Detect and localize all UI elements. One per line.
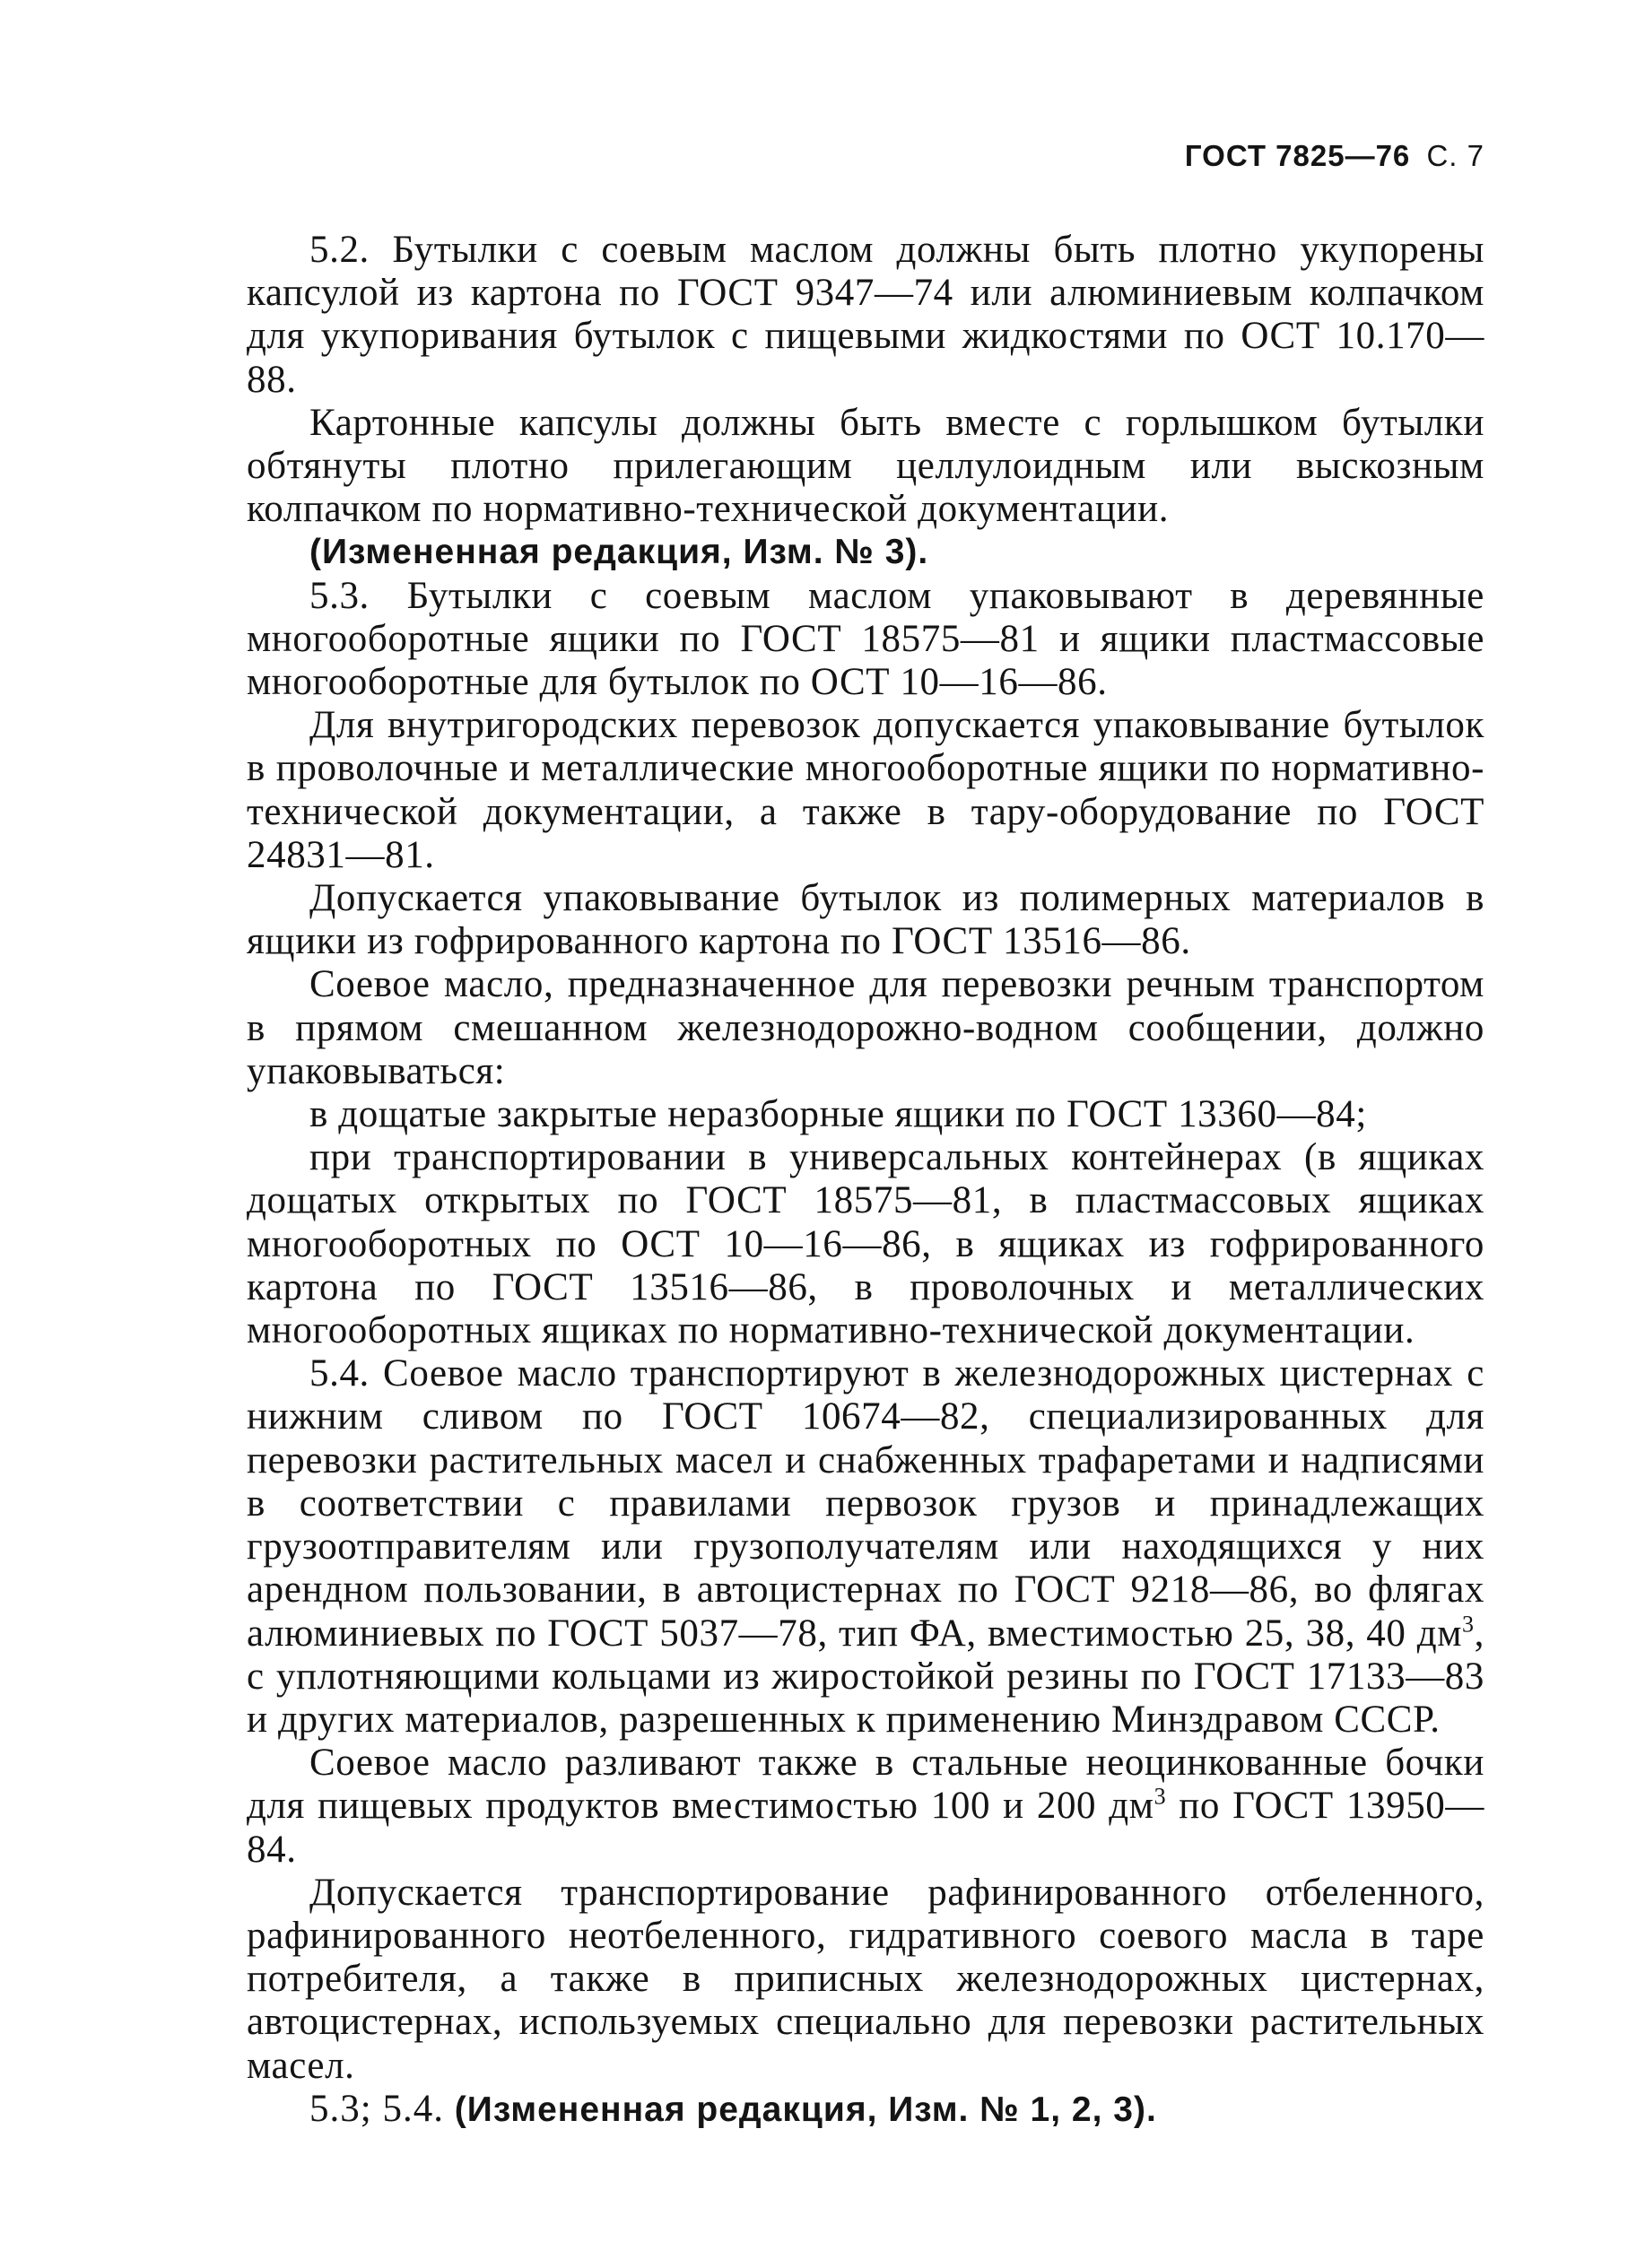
paragraph-river-transport: Соевое масло, предназначенное для перевозки речным транспортом в прямом смешанном железнодорожно-водном сообщении, должно упаковываться: xyxy=(247,963,1484,1092)
paragraph-barrels xyxy=(247,1742,1484,1872)
amendment-note-1-2-3 xyxy=(247,2088,1484,2132)
cubic-superscript: 3 xyxy=(1154,1783,1167,1810)
amendment-text: (Измененная редакция, Изм. № 1, 2, 3). xyxy=(454,2090,1157,2129)
paragraph-5-3: 5.3. Бутылки с соевым маслом упаковывают в деревянные многооборотные ящики по ГОСТ 18575—81 и ящики пластмассовые многооборотные для бутылок по ОСТ 10—16—86. xyxy=(247,574,1484,704)
page-number: С. 7 xyxy=(1426,139,1484,172)
paragraph-5-4-text-b: , с уплотняющими кольцами из жиростойкой резины по ГОСТ 17133—83 и других материалов, разрешенных к применению Минздравом СССР. xyxy=(247,1612,1484,1741)
page-header xyxy=(1185,139,1484,173)
cubic-superscript: 3 xyxy=(1462,1611,1475,1638)
paragraph-capsules: Картонные капсулы должны быть вместе с горлышком бутылки обтянуты плотно прилегающим целлулоидным или выскозным колпачком по нормативно-технической документации. xyxy=(247,401,1484,531)
paragraph-containers: при транспортировании в универсальных контейнерах (в ящиках дощатых открытых по ГОСТ 18575—81, в пластмассовых ящиках многооборотных по ОСТ 10—16—86, в ящиках из гофрированного картона по ГОСТ 13516—86, в проволочных и металлических многооборотных ящиках по нормативно-технической документации. xyxy=(247,1136,1484,1352)
document-body xyxy=(247,229,1484,2132)
paragraph-plank-boxes: в дощатые закрытые неразборные ящики по ГОСТ 13360—84; xyxy=(309,1093,1367,1136)
paragraph-intracity: Для внутригородских перевозок допускается упаковывание бутылок в проволочные и металлические многооборотные ящики по нормативно-технической документации, а также в тару-оборудование по ГОСТ 24831—81. xyxy=(247,704,1484,876)
paragraph-polymer: Допускается упаковывание бутылок из полимерных материалов в ящики из гофрированного картона по ГОСТ 13516—86. xyxy=(247,877,1484,963)
paragraph-5-4-text-a: 5.4. Соевое масло транспортируют в железнодорожных цистернах с нижним сливом по ГОСТ 10674—82, специализированных для перевозки растительных масел и снабженных трафаретами и надписями в соответствии с правилами первозок грузов и принадлежащих грузоотправителям или грузополучателям или находящихся у них арендном пользовании, в автоцистернах по ГОСТ 9218—86, во флягах алюминиевых по ГОСТ 5037—78, тип ФА, вместимостью 25, 38, 40 дм xyxy=(247,1352,1484,1655)
paragraph-5-4 xyxy=(247,1352,1484,1742)
paragraph-barrels-text-b: по ГОСТ 13950—84. xyxy=(247,1785,1484,1871)
paragraph-barrels-text-a: Соевое масло разливают также в стальные неоцинкованные бочки для пищевых продуктов вместимостью 100 и 200 дм xyxy=(247,1742,1484,1828)
standard-number: ГОСТ 7825—76 xyxy=(1184,139,1411,172)
amendment-note-3: (Измененная редакция, Изм. № 3). xyxy=(309,533,929,572)
paragraph-consumer-tare: Допускается транспортирование рафинированного отбеленного, рафинированного неотбеленного, гидративного соевого масла в таре потребителя, а также в приписных железнодорожных цистернах, автоцистернах, используемых специально для перевозки растительных масел. xyxy=(247,1871,1484,2087)
paragraph-5-2: 5.2. Бутылки с соевым маслом должны быть плотно укупорены капсулой из картона по ГОСТ 9347—74 или алюминиевым колпачком для укупоривания бутылок с пищевыми жидкостями по ОСТ 10.170—88. xyxy=(247,229,1484,401)
amendment-sections: 5.3; 5.4. xyxy=(309,2087,444,2130)
